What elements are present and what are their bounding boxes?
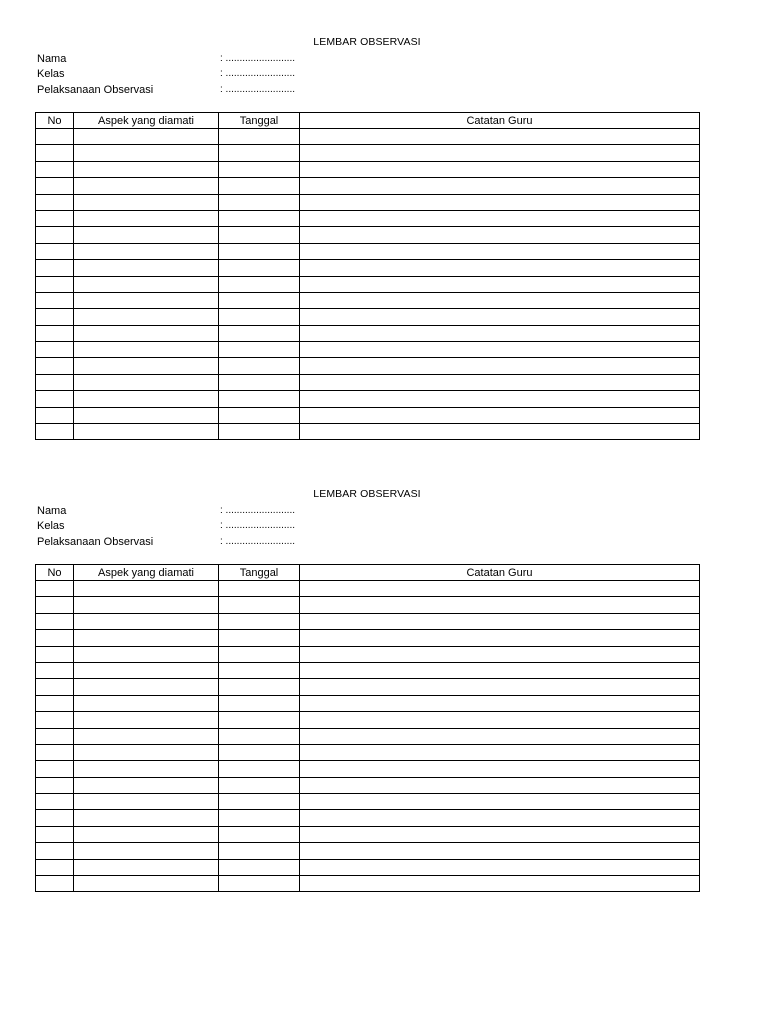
cell-catatan-guru [300, 407, 700, 423]
cell-no [36, 276, 74, 292]
cell-aspek [74, 227, 219, 243]
table-header-row [36, 113, 700, 129]
cell-tanggal [219, 407, 300, 423]
cell-tanggal [219, 145, 300, 161]
cell-aspek [74, 194, 219, 210]
cell-no [36, 859, 74, 875]
cell-aspek [74, 243, 219, 259]
table-row [36, 178, 700, 194]
header-catatan-guru: Catatan Guru [300, 565, 700, 581]
cell-no [36, 161, 74, 177]
cell-catatan-guru [300, 342, 700, 358]
cell-catatan-guru [300, 826, 700, 842]
table-row [36, 581, 700, 597]
cell-catatan-guru [300, 227, 700, 243]
table-row [36, 374, 700, 390]
cell-aspek [74, 712, 219, 728]
cell-catatan-guru [300, 761, 700, 777]
cell-catatan-guru [300, 876, 700, 892]
cell-aspek [74, 292, 219, 308]
cell-aspek [74, 761, 219, 777]
header-catatan-guru: Catatan Guru [300, 113, 700, 129]
cell-no [36, 243, 74, 259]
cell-aspek [74, 777, 219, 793]
cell-no [36, 728, 74, 744]
table-row [36, 810, 700, 826]
field-label: Kelas [37, 68, 65, 80]
cell-aspek [74, 309, 219, 325]
cell-catatan-guru [300, 374, 700, 390]
header-no: No [36, 565, 74, 581]
cell-no [36, 662, 74, 678]
cell-catatan-guru [300, 129, 700, 145]
cell-no [36, 391, 74, 407]
table-row [36, 597, 700, 613]
table-body [36, 581, 700, 892]
cell-aspek [74, 391, 219, 407]
cell-aspek [74, 826, 219, 842]
cell-aspek [74, 695, 219, 711]
cell-tanggal [219, 794, 300, 810]
cell-aspek [74, 581, 219, 597]
field-label: Nama [37, 505, 67, 517]
cell-tanggal [219, 712, 300, 728]
cell-no [36, 810, 74, 826]
table-row [36, 712, 700, 728]
cell-catatan-guru [300, 178, 700, 194]
cell-aspek [74, 843, 219, 859]
cell-catatan-guru [300, 630, 700, 646]
cell-tanggal [219, 777, 300, 793]
cell-tanggal [219, 876, 300, 892]
cell-no [36, 227, 74, 243]
cell-no [36, 581, 74, 597]
cell-catatan-guru [300, 581, 700, 597]
cell-no [36, 260, 74, 276]
cell-catatan-guru [300, 613, 700, 629]
cell-tanggal [219, 810, 300, 826]
table-row [36, 309, 700, 325]
cell-tanggal [219, 391, 300, 407]
cell-aspek [74, 145, 219, 161]
cell-no [36, 597, 74, 613]
table-row [36, 777, 700, 793]
cell-no [36, 358, 74, 374]
cell-aspek [74, 178, 219, 194]
table-row [36, 876, 700, 892]
table-row [36, 292, 700, 308]
table-row [36, 145, 700, 161]
cell-tanggal [219, 374, 300, 390]
cell-tanggal [219, 662, 300, 678]
cell-catatan-guru [300, 391, 700, 407]
cell-no [36, 876, 74, 892]
cell-no [36, 292, 74, 308]
table-row [36, 794, 700, 810]
cell-aspek [74, 358, 219, 374]
cell-catatan-guru [300, 325, 700, 341]
cell-catatan-guru [300, 777, 700, 793]
header-tanggal: Tanggal [219, 113, 300, 129]
cell-aspek [74, 210, 219, 226]
cell-aspek [74, 342, 219, 358]
cell-tanggal [219, 695, 300, 711]
cell-aspek [74, 794, 219, 810]
table-row [36, 358, 700, 374]
cell-tanggal [219, 859, 300, 875]
table-body [36, 129, 700, 440]
cell-aspek [74, 646, 219, 662]
table-row [36, 695, 700, 711]
cell-no [36, 712, 74, 728]
cell-no [36, 178, 74, 194]
field-label: Pelaksanaan Observasi [37, 84, 154, 96]
table-row [36, 424, 700, 440]
cell-aspek [74, 276, 219, 292]
table-row [36, 227, 700, 243]
cell-catatan-guru [300, 309, 700, 325]
cell-tanggal [219, 358, 300, 374]
cell-aspek [74, 424, 219, 440]
table-row [36, 260, 700, 276]
table-row [36, 826, 700, 842]
field-value: : ......................... [220, 536, 296, 547]
table-row [36, 662, 700, 678]
cell-tanggal [219, 581, 300, 597]
cell-catatan-guru [300, 424, 700, 440]
cell-tanggal [219, 129, 300, 145]
observation-table [35, 564, 700, 892]
cell-tanggal [219, 210, 300, 226]
cell-no [36, 613, 74, 629]
table-row [36, 761, 700, 777]
cell-aspek [74, 374, 219, 390]
cell-tanggal [219, 744, 300, 760]
table-row [36, 859, 700, 875]
table-row [36, 728, 700, 744]
table-header-row [36, 565, 700, 581]
cell-tanggal [219, 843, 300, 859]
cell-no [36, 744, 74, 760]
cell-catatan-guru [300, 646, 700, 662]
cell-tanggal [219, 728, 300, 744]
cell-no [36, 424, 74, 440]
cell-aspek [74, 679, 219, 695]
cell-tanggal [219, 630, 300, 646]
cell-catatan-guru [300, 243, 700, 259]
table-row [36, 325, 700, 341]
cell-aspek [74, 630, 219, 646]
field-value: : ......................... [220, 505, 296, 516]
header-aspek: Aspek yang diamati [74, 113, 219, 129]
cell-aspek [74, 744, 219, 760]
cell-catatan-guru [300, 810, 700, 826]
cell-tanggal [219, 597, 300, 613]
table-row [36, 646, 700, 662]
cell-catatan-guru [300, 145, 700, 161]
cell-no [36, 794, 74, 810]
table-row [36, 613, 700, 629]
cell-catatan-guru [300, 712, 700, 728]
cell-aspek [74, 613, 219, 629]
cell-tanggal [219, 761, 300, 777]
cell-tanggal [219, 178, 300, 194]
field-value: : ......................... [220, 84, 296, 95]
cell-catatan-guru [300, 194, 700, 210]
cell-catatan-guru [300, 276, 700, 292]
cell-catatan-guru [300, 210, 700, 226]
table-row [36, 679, 700, 695]
table-row [36, 129, 700, 145]
table-row [36, 161, 700, 177]
cell-aspek [74, 876, 219, 892]
cell-catatan-guru [300, 744, 700, 760]
cell-tanggal [219, 194, 300, 210]
cell-no [36, 630, 74, 646]
field-value: : ......................... [220, 53, 296, 64]
cell-aspek [74, 161, 219, 177]
cell-tanggal [219, 646, 300, 662]
cell-tanggal [219, 227, 300, 243]
cell-no [36, 325, 74, 341]
cell-aspek [74, 728, 219, 744]
table-row [36, 407, 700, 423]
table-row [36, 342, 700, 358]
sheet-title: LEMBAR OBSERVASI [313, 488, 421, 500]
table-row [36, 210, 700, 226]
table-row [36, 630, 700, 646]
cell-aspek [74, 260, 219, 276]
cell-aspek [74, 325, 219, 341]
cell-no [36, 826, 74, 842]
field-label: Kelas [37, 520, 65, 532]
cell-catatan-guru [300, 161, 700, 177]
cell-catatan-guru [300, 597, 700, 613]
cell-tanggal [219, 161, 300, 177]
cell-catatan-guru [300, 662, 700, 678]
cell-no [36, 210, 74, 226]
cell-no [36, 145, 74, 161]
cell-aspek [74, 597, 219, 613]
cell-catatan-guru [300, 358, 700, 374]
cell-no [36, 777, 74, 793]
cell-no [36, 374, 74, 390]
cell-tanggal [219, 424, 300, 440]
header-aspek: Aspek yang diamati [74, 565, 219, 581]
cell-no [36, 194, 74, 210]
table-row [36, 391, 700, 407]
observation-table [35, 112, 700, 440]
cell-tanggal [219, 243, 300, 259]
cell-tanggal [219, 276, 300, 292]
table-row [36, 243, 700, 259]
cell-tanggal [219, 292, 300, 308]
cell-catatan-guru [300, 728, 700, 744]
cell-tanggal [219, 309, 300, 325]
cell-aspek [74, 129, 219, 145]
header-no: No [36, 113, 74, 129]
cell-no [36, 679, 74, 695]
cell-no [36, 646, 74, 662]
cell-catatan-guru [300, 794, 700, 810]
cell-catatan-guru [300, 260, 700, 276]
cell-catatan-guru [300, 679, 700, 695]
cell-tanggal [219, 342, 300, 358]
field-value: : ......................... [220, 520, 296, 531]
cell-catatan-guru [300, 695, 700, 711]
cell-aspek [74, 810, 219, 826]
sheet-title: LEMBAR OBSERVASI [313, 36, 421, 48]
cell-no [36, 761, 74, 777]
cell-aspek [74, 407, 219, 423]
table-row [36, 194, 700, 210]
cell-no [36, 129, 74, 145]
cell-aspek [74, 859, 219, 875]
cell-no [36, 843, 74, 859]
cell-no [36, 342, 74, 358]
cell-no [36, 695, 74, 711]
field-value: : ......................... [220, 68, 296, 79]
cell-aspek [74, 662, 219, 678]
cell-tanggal [219, 826, 300, 842]
header-tanggal: Tanggal [219, 565, 300, 581]
cell-catatan-guru [300, 859, 700, 875]
table-row [36, 744, 700, 760]
cell-catatan-guru [300, 292, 700, 308]
cell-tanggal [219, 325, 300, 341]
table-row [36, 843, 700, 859]
cell-tanggal [219, 260, 300, 276]
cell-tanggal [219, 613, 300, 629]
cell-catatan-guru [300, 843, 700, 859]
cell-no [36, 407, 74, 423]
cell-tanggal [219, 679, 300, 695]
cell-no [36, 309, 74, 325]
table-row [36, 276, 700, 292]
field-label: Nama [37, 53, 67, 65]
field-label: Pelaksanaan Observasi [37, 536, 154, 548]
